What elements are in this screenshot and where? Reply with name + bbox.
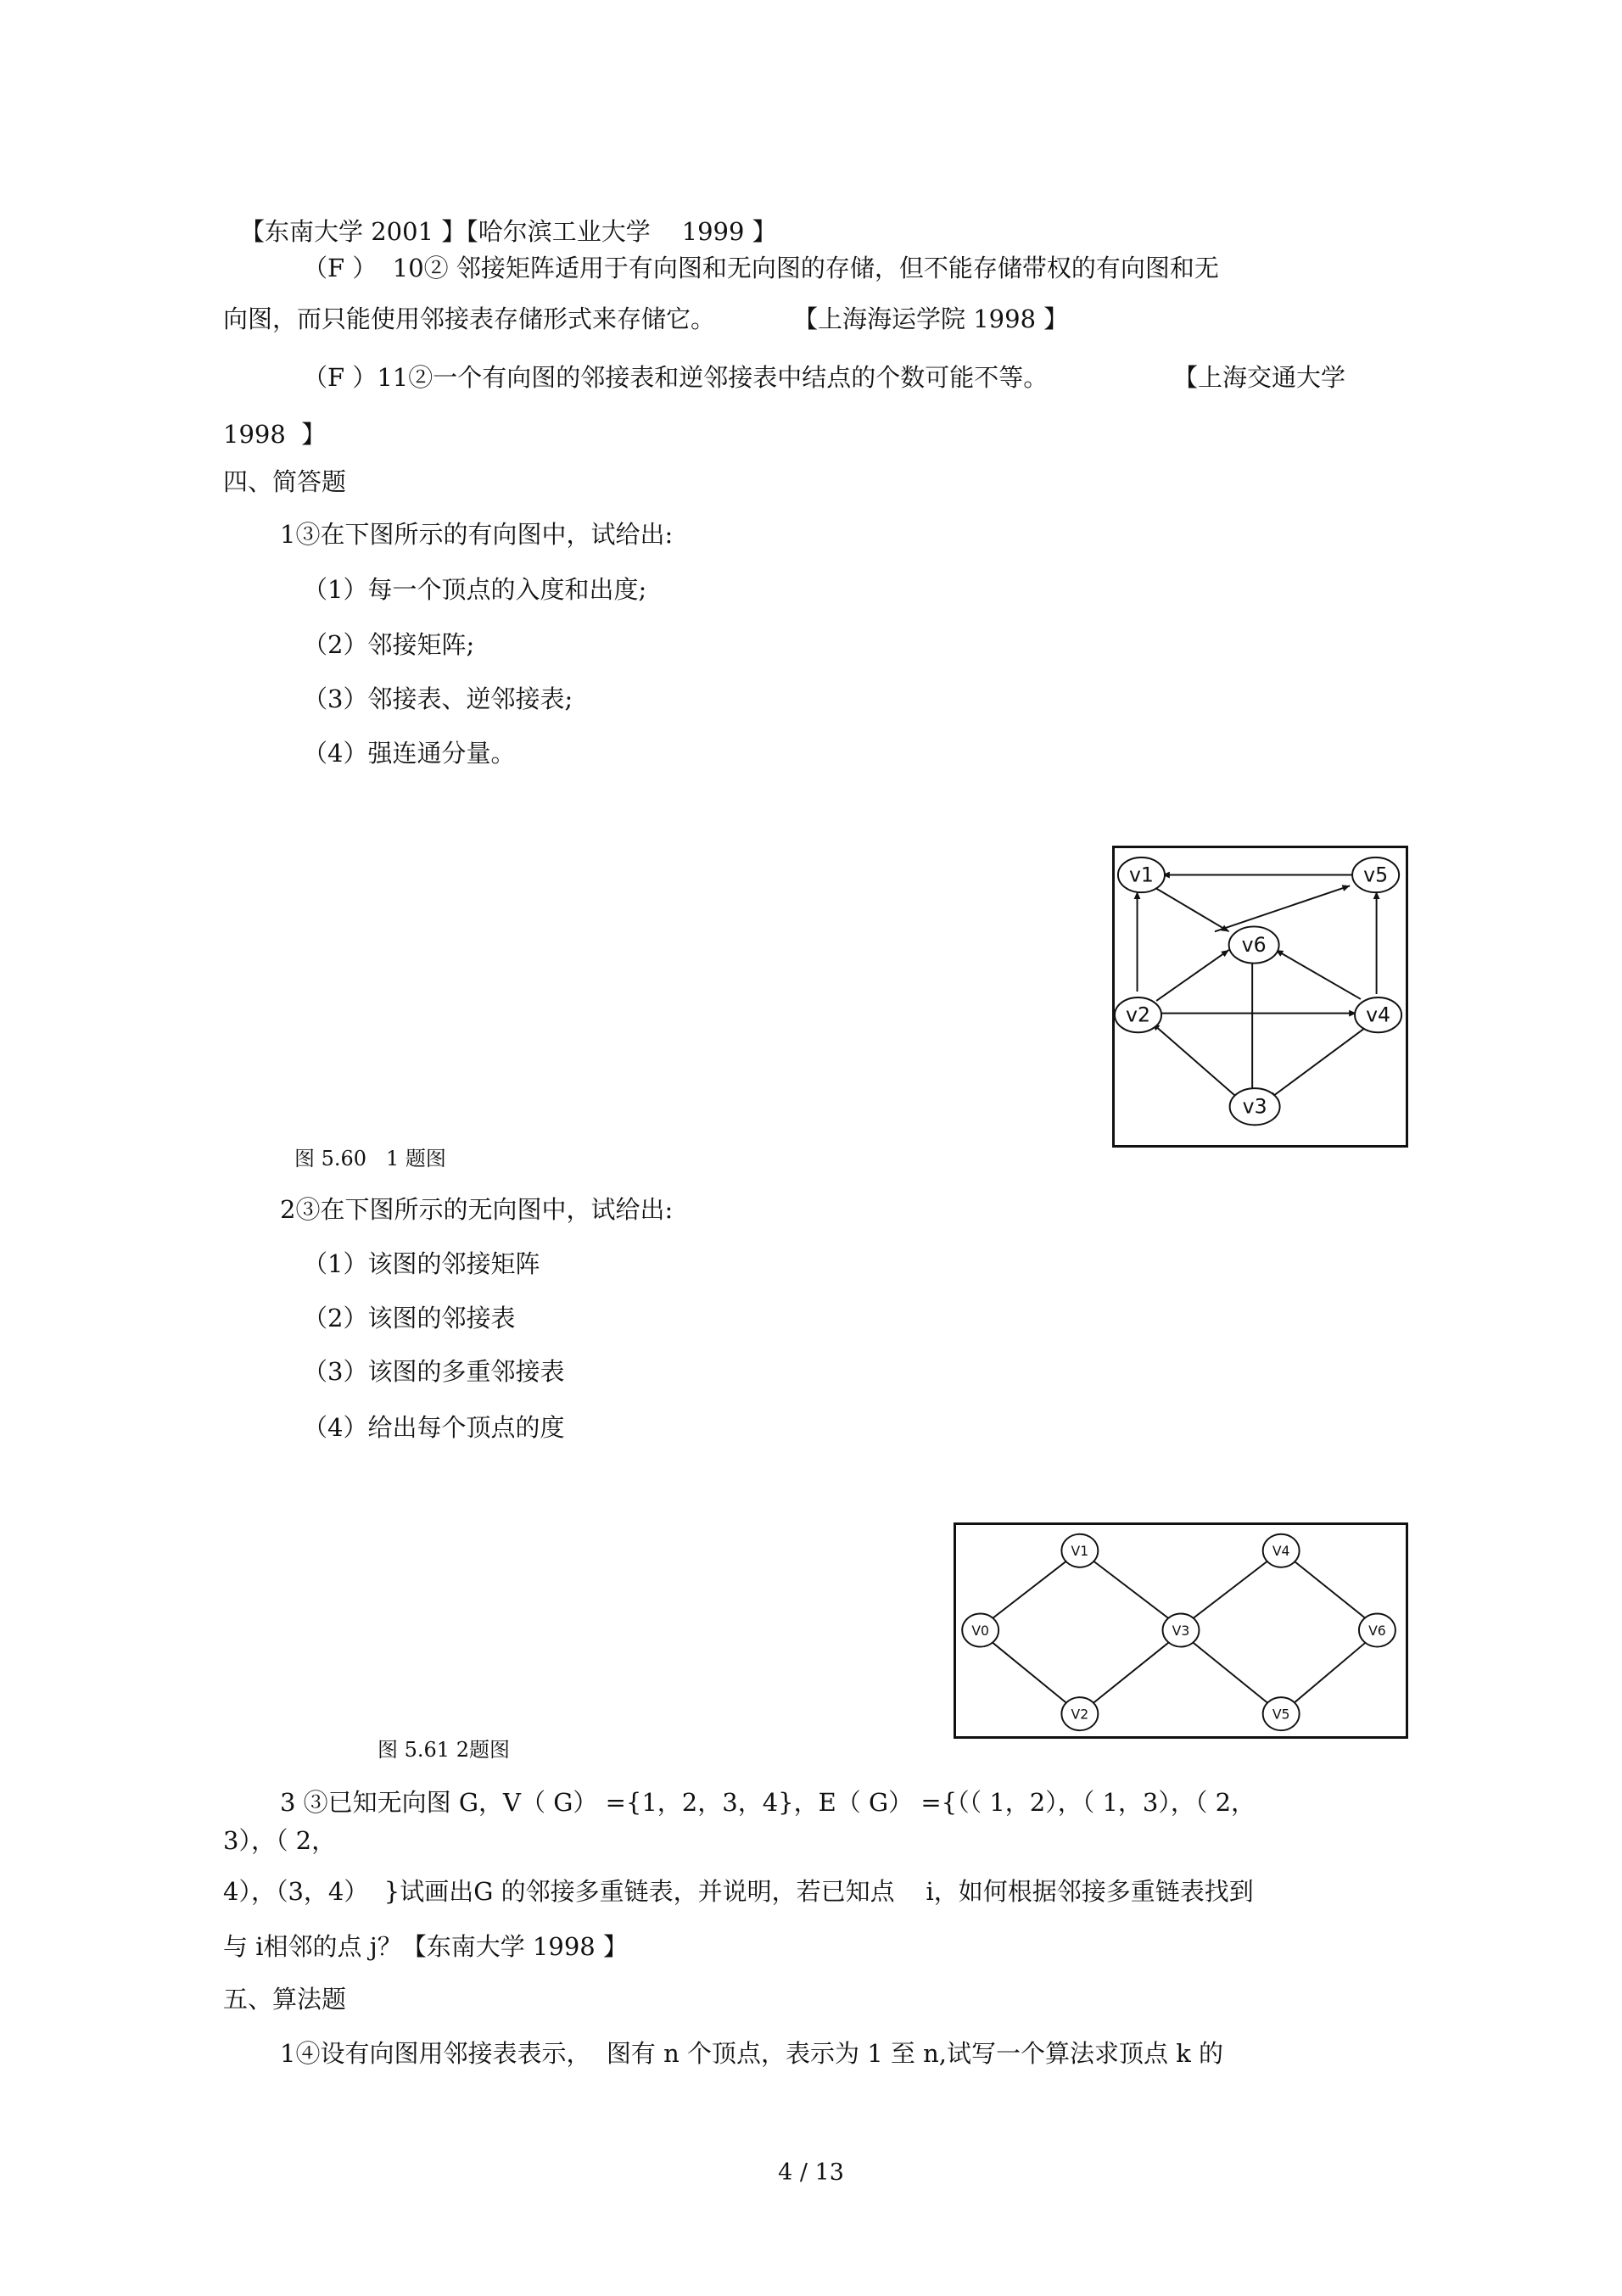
question-line: 2③在下图所示的无向图中，试给出: (280, 1195, 674, 1224)
question-item: （1）该图的邻接矩阵 (303, 1249, 540, 1278)
edge-v6-v5 (1215, 885, 1350, 931)
section-heading: 五、算法题 (223, 1985, 347, 2014)
source-tag: 【上海海运学院 1998 】 (793, 304, 1069, 333)
node-label: V3 (1172, 1623, 1190, 1639)
node-label: v5 (1363, 863, 1389, 887)
edge-v5-v6 (1281, 1633, 1377, 1714)
text-line: 4），（3，4） }试画出G 的邻接多重链表，并说明，若已知点 i，如何根据邻接多重链表找到 (223, 1877, 1254, 1906)
text-line: 3），（ 2， (223, 1826, 337, 1855)
node-label: v6 (1241, 932, 1267, 957)
question-line: 1④设有向图用邻接表表示， 图有 n 个顶点，表示为 1 至 n,试写一个算法求顶点 k 的 (280, 2039, 1224, 2068)
text-line: （F ）11②一个有向图的邻接表和逆邻接表中结点的个数可能不等。 (303, 363, 1049, 392)
text-line: 【东南大学 2001 】【哈尔滨工业大学 1999 】 (240, 217, 777, 246)
question-item: （3）邻接表、逆邻接表; (303, 684, 573, 713)
edge-v1-v3 (1080, 1550, 1181, 1628)
edge-v4-v6 (1276, 950, 1361, 999)
text-line: （F ） 10② 邻接矩阵适用于有向图和无向图的存储，但不能存储带权的有向图和无 (303, 254, 1219, 282)
node-label: v4 (1366, 1003, 1391, 1027)
question-item: （4）给出每个顶点的度 (303, 1413, 565, 1442)
question-item: （4）强连通分量。 (303, 739, 516, 768)
text-line: 与 i相邻的点 j？【东南大学 1998 】 (223, 1932, 628, 1961)
edge-v4-v6 (1281, 1550, 1377, 1628)
question-line: 1③在下图所示的有向图中，试给出: (280, 520, 674, 549)
edge-v0-v2 (981, 1633, 1080, 1714)
text-line: 向图，而只能使用邻接表存储形式来存储它。 (223, 304, 716, 333)
node-label: v3 (1242, 1094, 1267, 1119)
question-item: （3）该图的多重邻接表 (303, 1357, 565, 1386)
node-label: V0 (971, 1623, 989, 1639)
section-heading: 四、简答题 (223, 467, 347, 496)
source-tag: 【上海交通大学 (1173, 363, 1346, 392)
question-item: （2）该图的邻接表 (303, 1304, 516, 1332)
figure-caption: 图 5.61 2题图 (378, 1738, 510, 1762)
edge-v0-v1 (981, 1550, 1080, 1628)
edge-v4-v3 (1269, 1025, 1369, 1098)
edge-v3-v2 (1152, 1023, 1238, 1098)
page-number: 4 / 13 (778, 2159, 844, 2186)
edge-v2-v3 (1080, 1633, 1181, 1714)
question-item: （2）邻接矩阵; (303, 630, 475, 659)
edge-v3-v4 (1181, 1550, 1281, 1628)
node-label: V2 (1071, 1707, 1089, 1723)
edge-v3-v5 (1181, 1633, 1281, 1714)
node-label: V4 (1272, 1544, 1290, 1560)
directed-graph-figure (1112, 846, 1408, 1148)
node-label: V1 (1071, 1544, 1089, 1560)
edge-v2-v6 (1156, 950, 1229, 1001)
node-label: V6 (1368, 1623, 1386, 1639)
figure-caption: 图 5.60 1 题图 (294, 1147, 446, 1170)
edge-v1-v6 (1153, 886, 1228, 931)
node-label: v1 (1128, 863, 1154, 887)
question-item: （1）每一个顶点的入度和出度; (303, 575, 647, 604)
node-label: V5 (1272, 1707, 1290, 1723)
question-line: 3 ③已知无向图 G，V（ G） ={1，2，3，4}，E（ G） ={（（ 1，2），（ 1，3），（ 2， (280, 1788, 1256, 1817)
text-line: 1998 】 (223, 420, 327, 449)
undirected-graph-figure (954, 1522, 1408, 1739)
node-label: v2 (1126, 1003, 1151, 1027)
